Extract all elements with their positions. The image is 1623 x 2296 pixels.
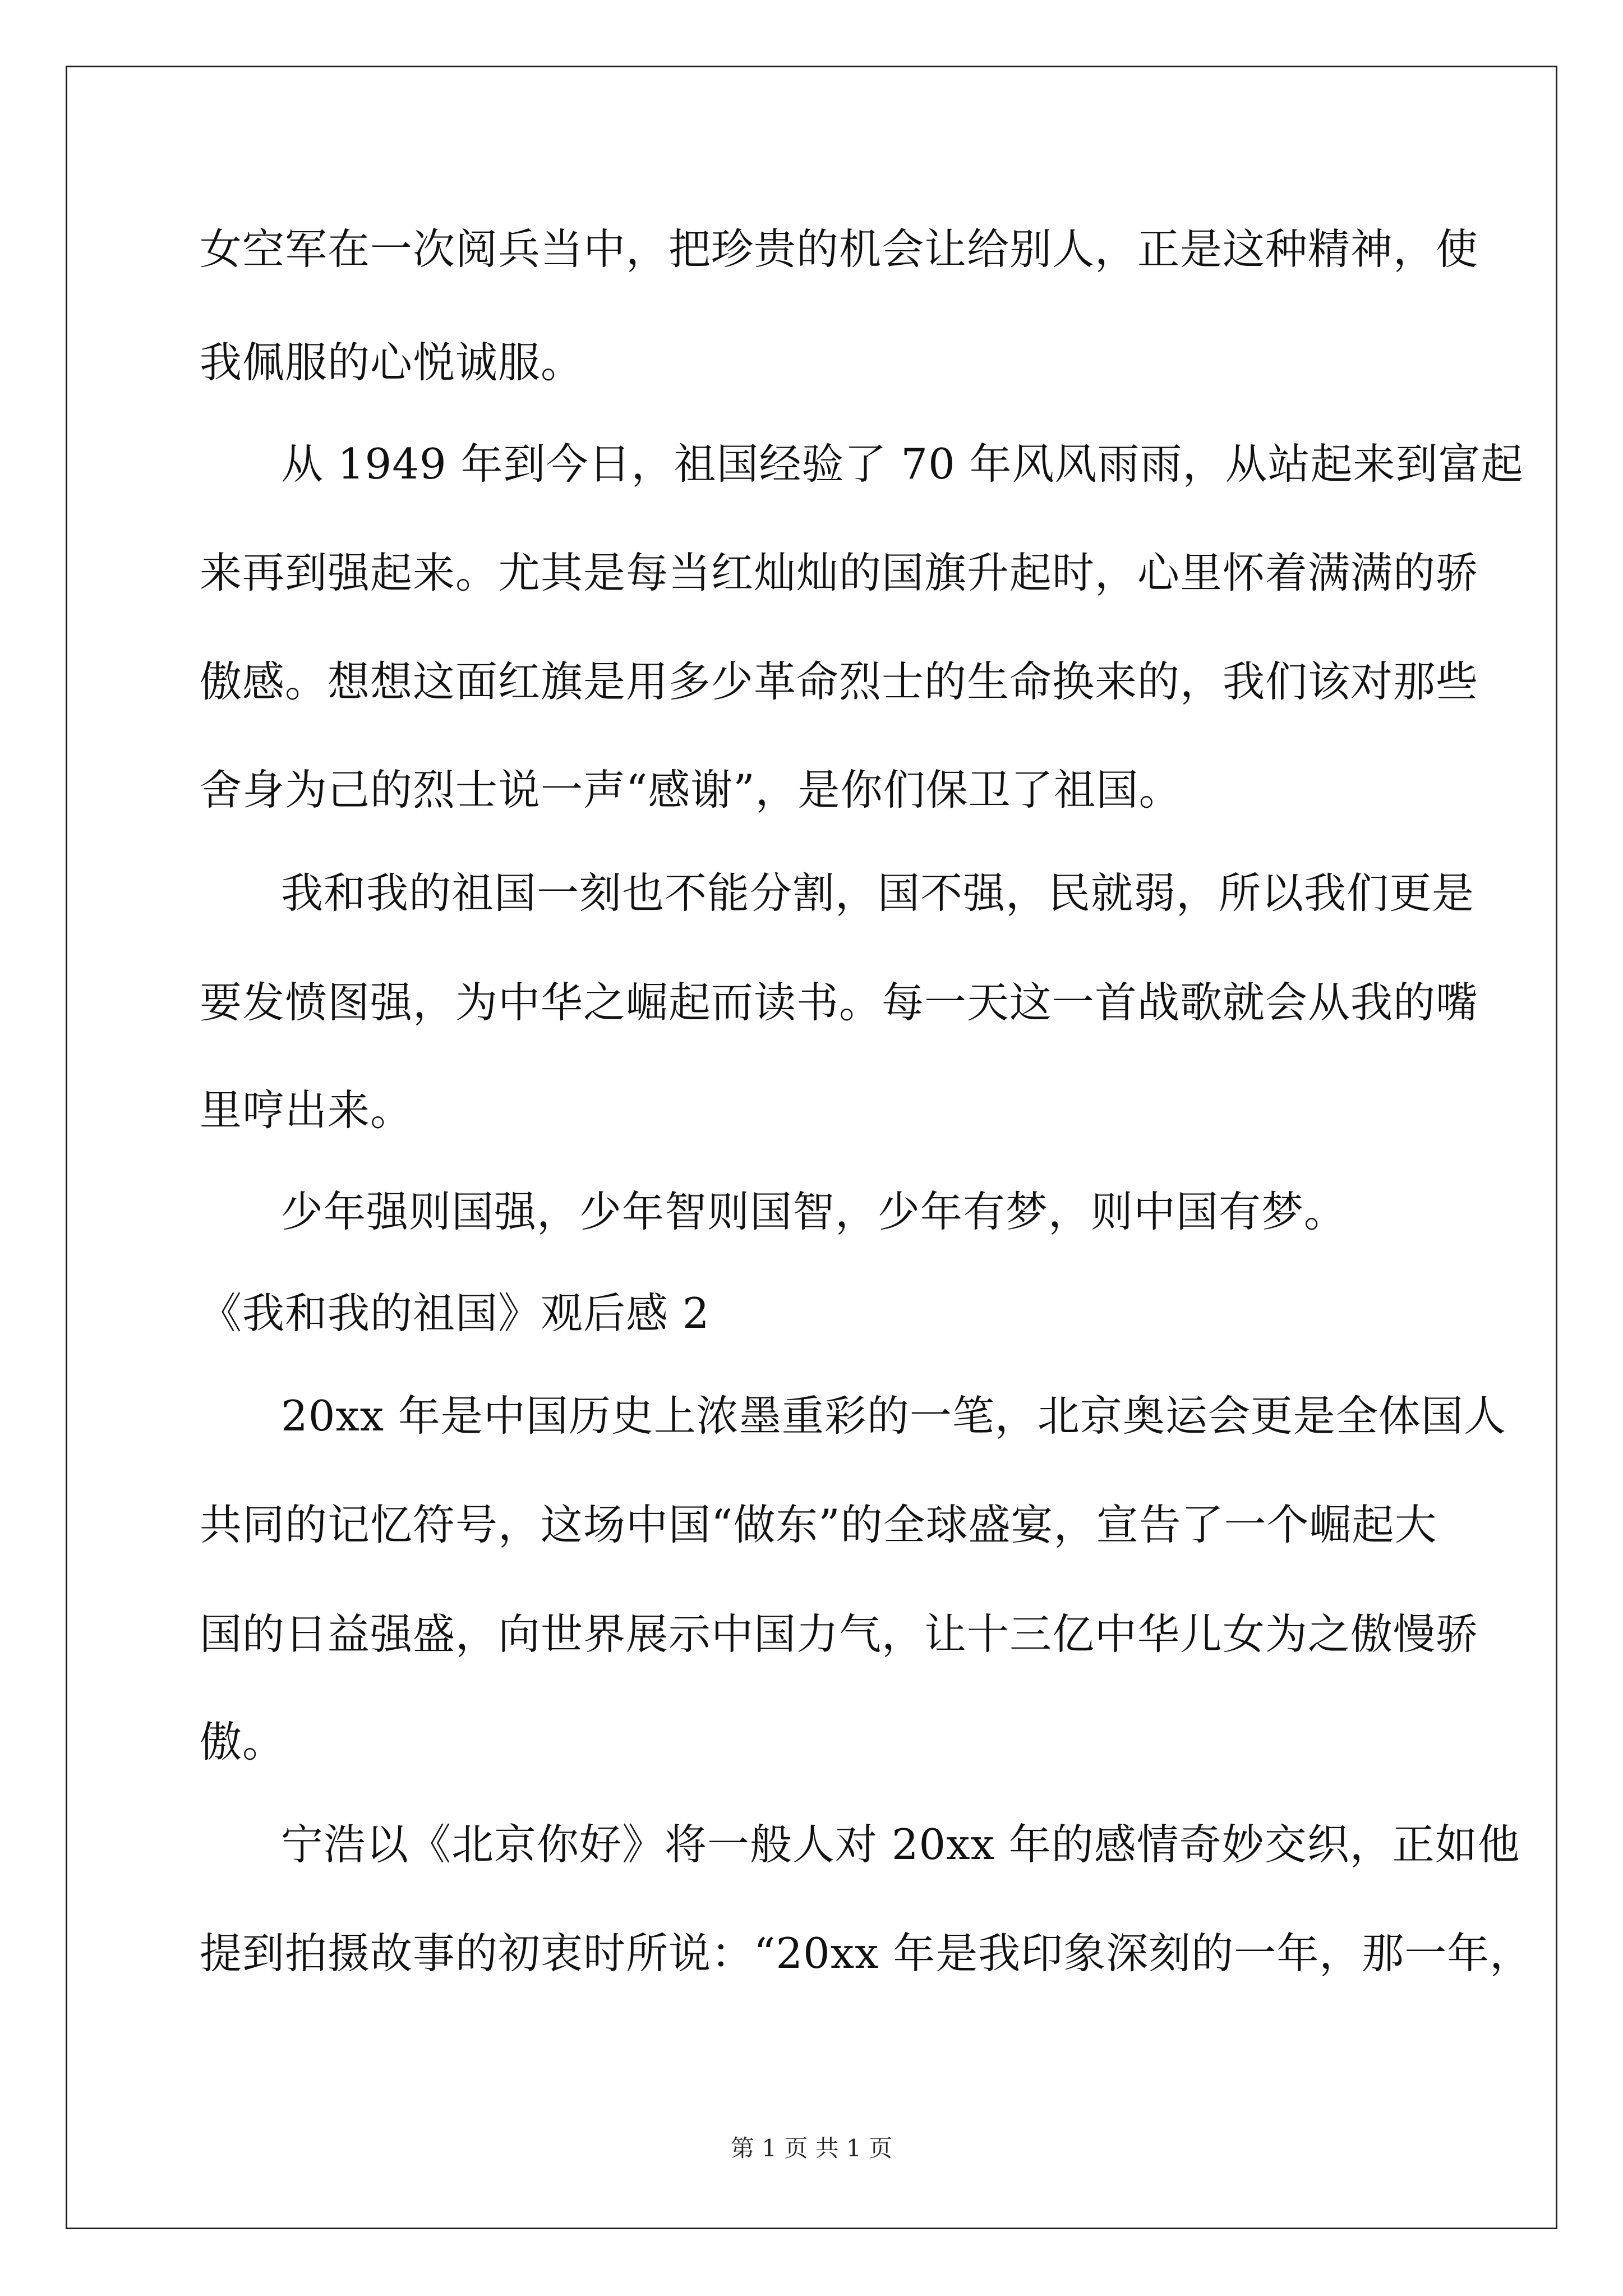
- body-text-line: 共同的记忆符号，这场中国“做东”的全球盛宴，宣告了一个崛起大: [200, 1500, 1437, 1549]
- body-text-line: 国的日益强盛，向世界展示中国力气，让十三亿中华儿女为之傲慢骄: [200, 1609, 1479, 1659]
- body-text-line: 女空军在一次阅兵当中，把珍贵的机会让给别人，正是这种精神，使: [200, 224, 1479, 274]
- body-text-line: 我和我的祖国一刻也不能分割，国不强，民就弱，所以我们更是: [281, 868, 1475, 918]
- page-frame: [66, 66, 1557, 2229]
- body-text-line: 舍身为己的烈士说一声“感谢”，是你们保卫了祖国。: [200, 765, 1182, 815]
- body-text-line: 傲感。想想这面红旗是用多少革命烈士的生命换来的，我们该对那些: [200, 657, 1479, 706]
- page-number-footer: 第 1 页 共 1 页: [730, 2134, 893, 2162]
- body-text-line: 里哼出来。: [200, 1085, 413, 1135]
- section-heading: 《我和我的祖国》观后感 2: [200, 1289, 710, 1338]
- body-text-line: 从 1949 年到今日，祖国经验了 70 年风风雨雨，从站起来到富起: [281, 439, 1524, 489]
- body-text-line: 来再到强起来。尤其是每当红灿灿的国旗升起时，心里怀着满满的骄: [200, 548, 1479, 597]
- body-text-line: 要发愤图强，为中华之崛起而读书。每一天这一首战歌就会从我的嘴: [200, 978, 1479, 1027]
- body-text-line: 我佩服的心悦诚服。: [200, 338, 584, 387]
- body-text-line: 少年强则国强，少年智则国智，少年有梦，则中国有梦。: [281, 1187, 1347, 1236]
- body-text-line: 傲。: [200, 1717, 285, 1766]
- body-text-line: 20xx 年是中国历史上浓墨重彩的一笔，北京奥运会更是全体国人: [281, 1391, 1506, 1441]
- body-text-line: 提到拍摄故事的初衷时所说：“20xx 年是我印象深刻的一年，那一年，: [200, 1929, 1533, 1978]
- body-text-line: 宁浩以《北京你好》将一般人对 20xx 年的感情奇妙交织，正如他: [281, 1820, 1520, 1869]
